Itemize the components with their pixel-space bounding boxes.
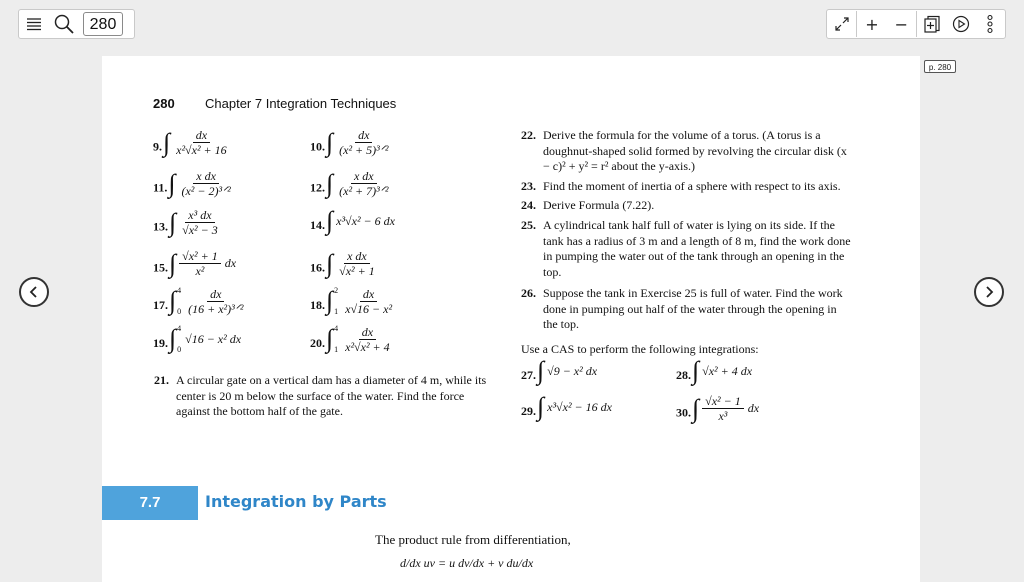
fullscreen-icon[interactable] (827, 10, 856, 38)
exercise-21 (154, 373, 488, 420)
exercise-number: 27. (521, 368, 536, 382)
integrand: √x² + 4 dx (702, 363, 753, 378)
denominator: √x² + 1 (339, 264, 375, 278)
chevron-left-icon (28, 285, 40, 299)
integrand-fraction (173, 128, 230, 157)
exercise-15 (153, 249, 236, 278)
exercise-number: 22. (521, 128, 536, 142)
search-icon[interactable] (49, 10, 79, 38)
exercise-number: 20. (310, 336, 325, 350)
integral-sign: ∫ (537, 392, 545, 421)
denominator: (x² − 2)³ᐟ² (181, 184, 231, 198)
toolbar-left-group (18, 9, 135, 39)
exercise-text: A circular gate on a vertical dam has a diameter of 4 m, while its center is 20 m below the surface of the water. Find the force against the bottom half of the gate. (176, 373, 487, 418)
integrand-fraction (336, 128, 391, 157)
page-number: 280 (153, 96, 175, 111)
exercise-text: Suppose the tank in Exercise 25 is full of water. Find the work done in pumping out half of the water through the opening in the top. (543, 286, 843, 331)
product-rule-formula: d/dx uv = u dv/dx + v du/dx (400, 556, 534, 570)
integrand-fraction (342, 287, 395, 316)
chapter-title: Chapter 7 Integration Techniques (205, 96, 397, 111)
exercise-30 (676, 394, 759, 423)
integrand: dx (224, 256, 237, 270)
numerator: √x² − 1 (702, 394, 744, 409)
numerator: dx (359, 325, 376, 340)
denominator: x√16 − x² (345, 301, 393, 316)
integral-sign: ∫ (326, 286, 334, 315)
integral-sign: ∫ (163, 127, 171, 157)
exercise-number: 17. (153, 298, 168, 312)
exercise-text: Derive Formula (7.22). (543, 198, 655, 212)
integrand: x³√x² − 6 dx (336, 213, 395, 228)
exercise-number: 30. (676, 405, 691, 420)
denominator: x³ (718, 409, 728, 423)
integral-sign: ∫ (169, 286, 177, 315)
exercise-27 (521, 358, 597, 384)
lower-limit: 1 (334, 345, 339, 354)
integral-sign: ∫ (537, 356, 545, 385)
integral-limits (334, 286, 338, 316)
exercise-number: 15. (153, 260, 168, 275)
exercise-number: 13. (153, 219, 168, 234)
next-page-button[interactable] (974, 277, 1004, 307)
integral-sign: ∫ (169, 207, 177, 237)
integrand-fraction (336, 249, 378, 278)
numerator: √x² + 1 (179, 249, 221, 264)
add-page-icon[interactable] (917, 10, 946, 38)
exercise-number: 25. (521, 218, 536, 232)
integral-sign: ∫ (326, 206, 334, 235)
exercise-18 (310, 286, 397, 316)
exercise-number: 18. (310, 298, 325, 312)
exercise-number: 9. (153, 139, 162, 154)
integral-expression (168, 324, 241, 354)
numerator: dx (360, 287, 377, 302)
denominator: (16 + x²)³ᐟ² (188, 301, 244, 316)
section-title: Integration by Parts (205, 492, 387, 511)
toolbar (0, 0, 1024, 50)
integral-expression (325, 208, 395, 234)
integral-sign: ∫ (326, 248, 334, 278)
menu-icon[interactable] (19, 10, 49, 38)
exercise-19 (153, 324, 241, 354)
numerator: dx (207, 287, 224, 302)
exercise-number: 10. (310, 139, 325, 154)
play-icon[interactable] (946, 10, 975, 38)
integrand-fraction (336, 169, 391, 198)
denominator: x² (195, 264, 205, 278)
exercise-number: 21. (154, 373, 169, 387)
exercise-14 (310, 208, 395, 234)
exercise-22 (521, 128, 854, 175)
exercise-number: 12. (310, 180, 325, 195)
exercise-20 (310, 324, 395, 354)
exercise-13 (153, 208, 223, 237)
exercise-12 (310, 169, 393, 198)
numerator: dx (355, 128, 372, 143)
integral-sign: ∫ (168, 168, 176, 198)
integral-expression (325, 286, 397, 316)
body-paragraph: The product rule from differentiation, (375, 532, 571, 547)
exercise-text: Derive the formula for the volume of a torus. (A torus is a doughnut-shaped solid formed by revolving the circular disk (x − c)² + y² = r² about the y-axis.) (543, 128, 847, 173)
integral-limits (177, 286, 181, 316)
integrand-fraction (178, 169, 233, 198)
integral-expression (325, 324, 395, 354)
integrand-fraction (185, 287, 246, 316)
integral-expression (325, 128, 393, 157)
exercise-number: 29. (521, 404, 536, 418)
integral-limits (177, 324, 181, 354)
integral-expression (691, 358, 752, 384)
exercise-number: 23. (521, 179, 536, 193)
integrand-fraction (179, 208, 221, 237)
integrand: dx (747, 401, 760, 415)
exercise-17 (153, 286, 248, 316)
integrand-fraction (702, 394, 744, 423)
exercise-11 (153, 169, 236, 198)
exercise-10 (310, 128, 393, 157)
integral-expression (536, 394, 612, 420)
exercise-number: 19. (153, 336, 168, 350)
exercise-24 (521, 198, 854, 214)
integral-expression (168, 208, 223, 237)
exercise-25 (521, 218, 854, 280)
denominator: x²√x² + 4 (345, 339, 390, 354)
upper-limit: 4 (177, 324, 182, 333)
integral-sign: ∫ (326, 168, 334, 198)
document-page (102, 56, 920, 582)
integral-sign: ∫ (169, 248, 177, 278)
integral-sign: ∫ (692, 356, 700, 385)
exercise-text: Find the moment of inertia of a sphere with respect to its axis. (543, 179, 841, 193)
page-number-input[interactable]: 280 (83, 12, 123, 36)
numerator: x dx (344, 249, 370, 264)
integral-limits (334, 324, 338, 354)
exercise-23 (521, 179, 854, 195)
integral-expression (325, 249, 380, 278)
integrand: √9 − x² dx (547, 363, 598, 378)
denominator: x²√x² + 16 (176, 143, 227, 157)
integrand: x³√x² − 16 dx (547, 399, 612, 414)
exercise-number: 28. (676, 368, 691, 382)
numerator: x³ dx (185, 208, 214, 223)
integrand-fraction (342, 325, 393, 354)
exercise-28 (676, 358, 752, 384)
exercise-number: 24. (521, 198, 536, 212)
integral-expression (162, 128, 232, 157)
exercise-number: 16. (310, 260, 325, 275)
denominator: (x² + 7)³ᐟ² (339, 184, 389, 198)
lower-limit: 1 (334, 307, 339, 316)
denominator: √x² − 3 (182, 223, 218, 237)
integral-expression (325, 169, 393, 198)
exercise-29 (521, 394, 612, 420)
integral-expression (536, 358, 597, 384)
zoom-in-icon[interactable]: + (865, 14, 879, 34)
integral-sign: ∫ (326, 127, 334, 157)
numerator: dx (193, 128, 210, 143)
exercise-26 (521, 286, 854, 333)
integrand: √16 − x² dx (185, 331, 242, 346)
page-label-badge: p. 280 (924, 60, 956, 73)
integral-expression (168, 249, 236, 278)
integral-expression (167, 169, 235, 198)
integral-expression (691, 394, 759, 423)
denominator: (x² + 5)³ᐟ² (339, 143, 389, 157)
more-vertical-icon[interactable] (976, 10, 1005, 38)
previous-page-button[interactable] (19, 277, 49, 307)
exercise-text: A cylindrical tank half full of water is lying on its side. If the tank has a radius of 3 m and a length of 8 m, find the work done in pumping the water out of the tank through an opening in the top. (543, 218, 851, 279)
exercise-16 (310, 249, 380, 278)
toolbar-right-group (826, 9, 1006, 39)
integral-sign: ∫ (169, 324, 177, 353)
upper-limit: 2 (334, 286, 339, 295)
integral-expression (168, 286, 248, 316)
upper-limit: 4 (177, 286, 182, 295)
exercise-number: 11. (153, 180, 168, 195)
exercise-number: 26. (521, 286, 536, 300)
numerator: x dx (193, 169, 219, 184)
section-number-badge: 7.7 (102, 486, 198, 520)
lower-limit: 0 (177, 307, 182, 316)
lower-limit: 0 (177, 345, 182, 354)
chevron-right-icon (983, 285, 995, 299)
integrand-fraction (179, 249, 221, 278)
exercise-number: 14. (310, 218, 325, 232)
upper-limit: 4 (334, 324, 339, 333)
exercise-9 (153, 128, 232, 157)
zoom-out-icon[interactable]: − (894, 14, 909, 34)
integral-sign: ∫ (326, 324, 334, 353)
integral-sign: ∫ (692, 393, 700, 423)
numerator: x dx (351, 169, 377, 184)
cas-heading: Use a CAS to perform the following integrations: (521, 342, 759, 356)
